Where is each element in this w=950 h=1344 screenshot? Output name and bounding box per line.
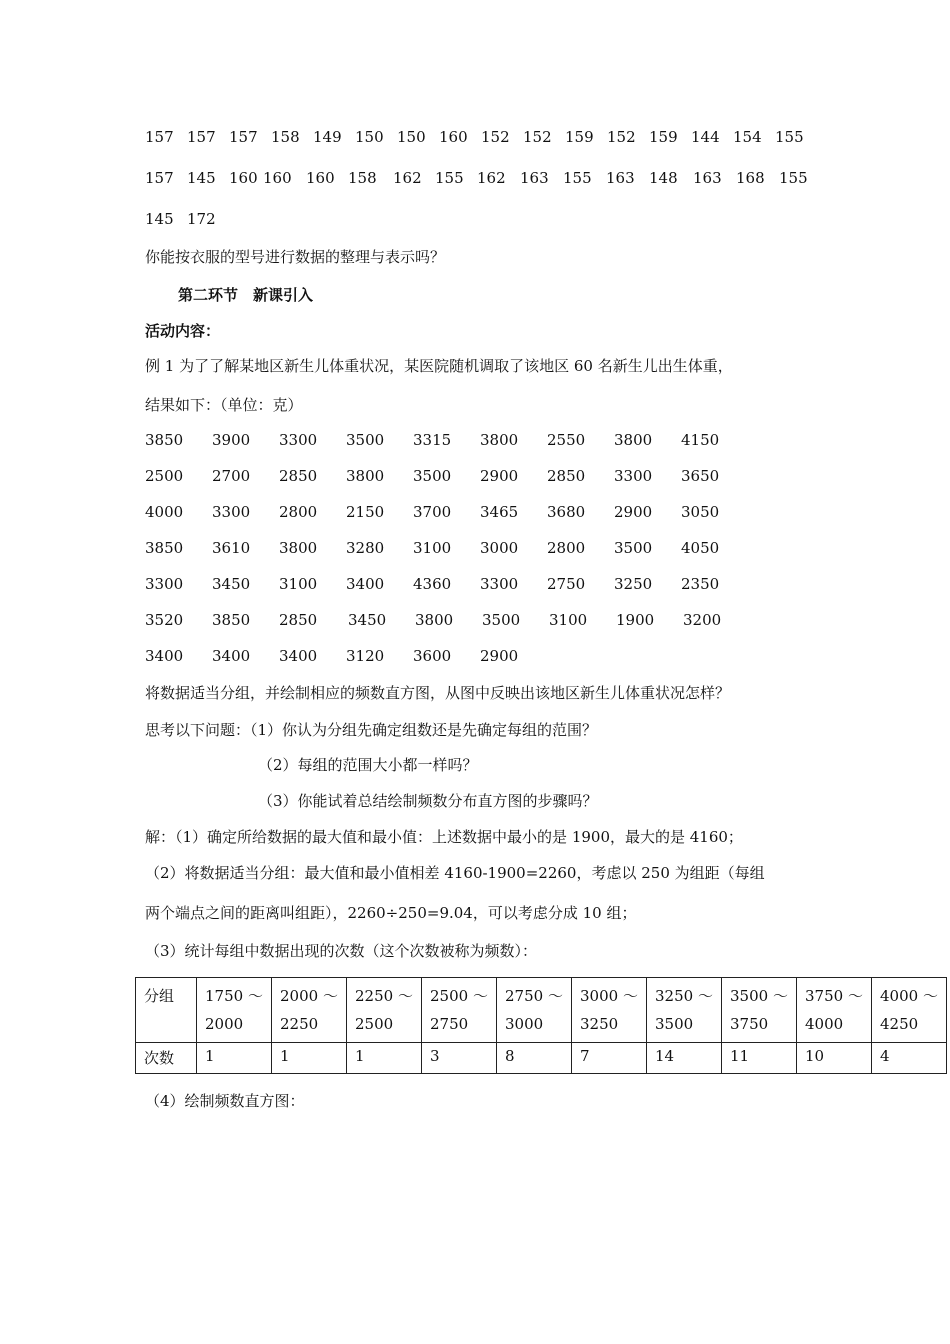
weight-value: 2900 (614, 503, 653, 521)
weight-value: 3500 (482, 611, 521, 629)
weight-value: 3800 (415, 611, 454, 629)
table-cell-count: 11 (722, 1043, 797, 1074)
height-value: 155 (779, 169, 808, 187)
weight-value: 3500 (413, 467, 452, 485)
height-value: 157 (229, 128, 258, 146)
table-cell-group: 2250 ～ 2500 (347, 978, 422, 1043)
solution-step-2a: （2）将数据适当分组：最大值和最小值相差 4160-1900=2260，考虑以 250 为组距（每组 (145, 864, 765, 882)
height-value: 159 (565, 128, 594, 146)
height-value: 160 (263, 169, 292, 187)
weight-value: 3600 (413, 647, 452, 665)
section-title: 第二环节 新课引入 (178, 286, 314, 304)
weight-value: 3800 (346, 467, 385, 485)
height-value: 163 (520, 169, 549, 187)
weight-value: 3280 (346, 539, 385, 557)
table-cell-group: 3250 ～ 3500 (647, 978, 722, 1043)
height-value: 145 (145, 210, 174, 228)
weight-value: 3300 (480, 575, 519, 593)
height-value: 162 (477, 169, 506, 187)
weight-value: 3465 (480, 503, 519, 521)
height-value: 157 (145, 169, 174, 187)
height-value: 149 (313, 128, 342, 146)
weight-value: 2550 (547, 431, 586, 449)
weight-value: 3520 (145, 611, 184, 629)
height-value: 162 (393, 169, 422, 187)
think-q3: （3）你能试着总结绘制频数分布直方图的步骤吗？ (258, 792, 598, 810)
weight-value: 3900 (212, 431, 251, 449)
weight-value: 3400 (279, 647, 318, 665)
solution-step-1: 解：（1）确定所给数据的最大值和最小值：上述数据中最小的是 1900，最大的是 4160； (145, 828, 743, 846)
height-value: 155 (435, 169, 464, 187)
weight-value: 3450 (348, 611, 387, 629)
height-value: 150 (397, 128, 426, 146)
height-value: 160 (229, 169, 258, 187)
weight-value: 2900 (480, 647, 519, 665)
table-cell-count: 14 (647, 1043, 722, 1074)
height-value: 160 (439, 128, 468, 146)
table-cell-count: 1 (272, 1043, 347, 1074)
table-cell-group: 2000 ～ 2250 (272, 978, 347, 1043)
weight-value: 3700 (413, 503, 452, 521)
weight-value: 3800 (279, 539, 318, 557)
weight-value: 3300 (212, 503, 251, 521)
weight-value: 2350 (681, 575, 720, 593)
weight-value: 3100 (549, 611, 588, 629)
table-cell-count: 1 (197, 1043, 272, 1074)
weight-value: 3800 (480, 431, 519, 449)
height-value: 157 (145, 128, 174, 146)
weight-value: 4150 (681, 431, 720, 449)
weight-value: 2850 (547, 467, 586, 485)
weight-value: 3850 (145, 539, 184, 557)
table-cell-count: 1 (347, 1043, 422, 1074)
weight-value: 3300 (279, 431, 318, 449)
weight-value: 2800 (279, 503, 318, 521)
height-value: 155 (775, 128, 804, 146)
weight-value: 1900 (616, 611, 655, 629)
height-value: 152 (523, 128, 552, 146)
weight-value: 2500 (145, 467, 184, 485)
height-value: 163 (693, 169, 722, 187)
table-cell-count: 4 (872, 1043, 947, 1074)
height-value: 155 (563, 169, 592, 187)
think-intro: 思考以下问题：（1）你认为分组先确定组数还是先确定每组的范围？ (145, 721, 598, 739)
weight-value: 3300 (614, 467, 653, 485)
weight-value: 3000 (480, 539, 519, 557)
weight-value: 3300 (145, 575, 184, 593)
weight-value: 4000 (145, 503, 184, 521)
height-value: 144 (691, 128, 720, 146)
table-cell-count: 8 (497, 1043, 572, 1074)
weight-value: 4050 (681, 539, 720, 557)
weight-value: 2800 (547, 539, 586, 557)
weight-value: 3400 (145, 647, 184, 665)
weight-value: 3250 (614, 575, 653, 593)
table-cell-count: 10 (797, 1043, 872, 1074)
table-row-groups (136, 978, 947, 1043)
question-line: 你能按衣服的型号进行数据的整理与表示吗？ (145, 248, 446, 266)
solution-step-2b: 两个端点之间的距离叫组距），2260÷250=9.04，可以考虑分成 10 组； (145, 904, 637, 922)
weight-value: 2900 (480, 467, 519, 485)
weight-value: 3680 (547, 503, 586, 521)
solution-step-3: （3）统计每组中数据出现的次数（这个次数被称为频数）： (145, 942, 538, 960)
weight-value: 3100 (279, 575, 318, 593)
table-cell-group: 1750 ～ 2000 (197, 978, 272, 1043)
height-value: 159 (649, 128, 678, 146)
weight-value: 3500 (346, 431, 385, 449)
height-value: 158 (348, 169, 377, 187)
table-row-counts (136, 1043, 947, 1074)
example-line-1: 例 1 为了了解某地区新生儿体重状况，某医院随机调取了该地区 60 名新生儿出生体重， (145, 357, 733, 375)
table-cell-group: 2750 ～ 3000 (497, 978, 572, 1043)
weight-value: 3450 (212, 575, 251, 593)
table-cell-count: 3 (422, 1043, 497, 1074)
height-value: 163 (606, 169, 635, 187)
weight-value: 3800 (614, 431, 653, 449)
weight-value: 2750 (547, 575, 586, 593)
frequency-table (135, 977, 947, 1074)
think-q2: （2）每组的范围大小都一样吗？ (258, 756, 478, 774)
table-header-group: 分组 (136, 978, 197, 1043)
table-cell-count: 7 (572, 1043, 647, 1074)
weight-value: 4360 (413, 575, 452, 593)
table-cell-group: 3500 ～ 3750 (722, 978, 797, 1043)
table-cell-group: 4000 ～ 4250 (872, 978, 947, 1043)
weight-value: 3120 (346, 647, 385, 665)
weight-value: 2850 (279, 611, 318, 629)
weight-value: 3400 (212, 647, 251, 665)
weight-value: 3100 (413, 539, 452, 557)
height-value: 152 (481, 128, 510, 146)
weight-value: 3650 (681, 467, 720, 485)
height-value: 160 (306, 169, 335, 187)
weight-value: 3050 (681, 503, 720, 521)
height-value: 172 (187, 210, 216, 228)
table-cell-group: 3000 ～ 3250 (572, 978, 647, 1043)
activity-label: 活动内容： (145, 322, 221, 340)
height-value: 157 (187, 128, 216, 146)
weight-value: 2700 (212, 467, 251, 485)
weight-value: 3850 (145, 431, 184, 449)
solution-step-4: （4）绘制频数直方图： (145, 1092, 305, 1110)
weight-value: 3500 (614, 539, 653, 557)
height-value: 148 (649, 169, 678, 187)
table-cell-group: 3750 ～ 4000 (797, 978, 872, 1043)
table-header-count: 次数 (136, 1043, 197, 1074)
height-value: 168 (736, 169, 765, 187)
weight-value: 2150 (346, 503, 385, 521)
task-line: 将数据适当分组，并绘制相应的频数直方图，从图中反映出该地区新生儿体重状况怎样？ (145, 684, 731, 702)
height-value: 150 (355, 128, 384, 146)
weight-value: 3850 (212, 611, 251, 629)
height-value: 158 (271, 128, 300, 146)
height-value: 145 (187, 169, 216, 187)
weight-value: 3610 (212, 539, 251, 557)
example-line-2: 结果如下：（单位：克） (145, 396, 303, 414)
height-value: 152 (607, 128, 636, 146)
height-value: 154 (733, 128, 762, 146)
table-cell-group: 2500 ～ 2750 (422, 978, 497, 1043)
weight-value: 3200 (683, 611, 722, 629)
weight-value: 3315 (413, 431, 452, 449)
weight-value: 2850 (279, 467, 318, 485)
weight-value: 3400 (346, 575, 385, 593)
